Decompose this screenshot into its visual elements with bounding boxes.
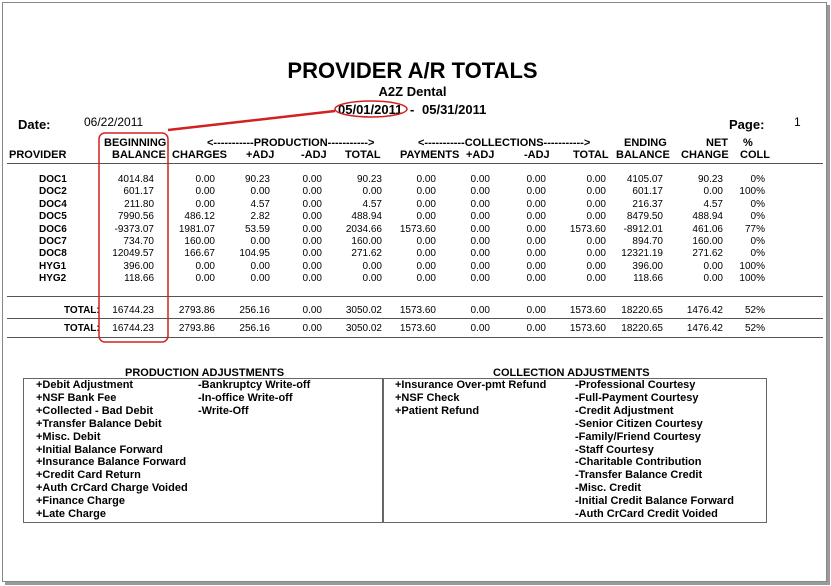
cell-prod-total: 271.62 — [351, 248, 382, 260]
cell-coll-plus-adj: 0.00 — [470, 236, 490, 247]
cell-ending-balance: 18220.65 — [621, 305, 663, 316]
cell-prod-plus-adj: 0.00 — [250, 186, 270, 198]
production-adjustment-item: +Finance Charge — [36, 495, 125, 508]
cell-prod-minus-adj: 0.00 — [302, 248, 322, 260]
cell-coll-total: 0.00 — [586, 248, 606, 260]
cell-ending-balance: 4105.07 — [626, 174, 663, 185]
cell-pct-coll: 77% — [744, 223, 765, 235]
production-adjustment-item: +Initial Balance Forward — [36, 443, 163, 456]
cell-ending-balance: 18220.65 — [621, 323, 663, 334]
cell-prod-total: 0.00 — [362, 273, 382, 285]
cell-ending-balance: 8479.50 — [626, 211, 663, 223]
cell-ending-balance: 216.37 — [632, 198, 663, 210]
cell-pct-coll: 52% — [744, 305, 765, 316]
header-coll-minus-adj: -ADJ — [524, 149, 550, 161]
total-label: TOTAL: — [64, 323, 100, 334]
cell-charges: 0.00 — [195, 273, 215, 285]
production-adjustment-item: +Debit Adjustment — [36, 379, 134, 391]
cell-ending-balance: 894.70 — [632, 236, 663, 247]
provider-name: DOC4 — [39, 198, 67, 210]
cell-payments: 0.00 — [416, 248, 436, 260]
header-coll-total: TOTAL — [573, 149, 609, 161]
annotation-connector-line — [168, 111, 335, 130]
production-adjustment-item: -Write-Off — [198, 404, 249, 417]
collection-adjustment-item: -Full-Payment Courtesy — [575, 391, 699, 404]
cell-beginning-balance: -9373.07 — [114, 223, 154, 235]
cell-coll-total: 0.00 — [586, 273, 606, 285]
cell-coll-minus-adj: 0.00 — [526, 260, 546, 272]
cell-coll-total: 0.00 — [586, 236, 606, 247]
annotation-date-circle — [335, 101, 407, 117]
collection-adjustment-item: -Misc. Credit — [575, 482, 642, 495]
cell-ending-balance: 601.17 — [632, 186, 663, 198]
cell-pct-coll: 0% — [750, 198, 765, 210]
cell-coll-minus-adj: 0.00 — [526, 211, 546, 223]
cell-pct-coll: 100% — [739, 273, 765, 285]
production-adjustment-item: +Late Charge — [36, 508, 106, 520]
header-production-group: <-----------PRODUCTION-----------> — [207, 137, 375, 149]
cell-prod-minus-adj: 0.00 — [302, 198, 322, 210]
cell-charges: 2793.86 — [178, 323, 215, 334]
header-beginning: BEGINNING — [104, 137, 167, 149]
cell-coll-plus-adj: 0.00 — [470, 273, 490, 285]
cell-net-change: 1476.42 — [686, 305, 723, 316]
cell-ending-balance: 12321.19 — [621, 248, 663, 260]
page-value: 1 — [794, 115, 801, 129]
production-adjustment-item: -Bankruptcy Write-off — [198, 379, 311, 391]
cell-coll-total: 0.00 — [586, 186, 606, 198]
cell-prod-minus-adj: 0.00 — [302, 211, 322, 223]
cell-charges: 1981.07 — [178, 223, 215, 235]
cell-prod-minus-adj: 0.00 — [302, 305, 322, 316]
cell-charges: 486.12 — [184, 211, 215, 223]
collection-adjustment-item: -Charitable Contribution — [575, 456, 702, 469]
header-payments: PAYMENTS — [400, 149, 460, 161]
practice-name: A2Z Dental — [378, 84, 447, 99]
cell-coll-total: 1573.60 — [569, 305, 606, 316]
cell-pct-coll: 0% — [750, 248, 765, 260]
header-prod-minus-adj: -ADJ — [301, 149, 327, 161]
cell-prod-minus-adj: 0.00 — [302, 174, 322, 185]
cell-coll-plus-adj: 0.00 — [470, 305, 490, 316]
date-to: 05/31/2011 — [422, 102, 487, 117]
cell-pct-coll: 100% — [739, 186, 765, 198]
cell-prod-plus-adj: 4.57 — [250, 198, 270, 210]
cell-charges: 0.00 — [195, 198, 215, 210]
cell-coll-plus-adj: 0.00 — [470, 186, 490, 198]
cell-pct-coll: 0% — [750, 236, 765, 247]
cell-coll-minus-adj: 0.00 — [526, 174, 546, 185]
cell-payments: 1573.60 — [399, 223, 436, 235]
production-adjustment-item: +Auth CrCard Charge Voided — [36, 482, 188, 495]
provider-name: DOC2 — [39, 186, 67, 198]
cell-ending-balance: -8912.01 — [623, 223, 663, 235]
cell-coll-total: 1573.60 — [569, 223, 606, 235]
cell-beginning-balance: 734.70 — [123, 236, 154, 247]
cell-beginning-balance: 396.00 — [123, 260, 154, 272]
production-adjustment-item: +Credit Card Return — [36, 469, 141, 482]
cell-beginning-balance: 16744.23 — [112, 305, 154, 316]
cell-prod-total: 488.94 — [351, 211, 382, 223]
production-adjustment-item: +Collected - Bad Debit — [36, 404, 154, 417]
cell-prod-total: 4.57 — [362, 198, 382, 210]
cell-coll-plus-adj: 0.00 — [470, 198, 490, 210]
cell-prod-minus-adj: 0.00 — [302, 273, 322, 285]
cell-charges: 166.67 — [184, 248, 215, 260]
cell-prod-minus-adj: 0.00 — [302, 186, 322, 198]
page-label: Page: — [729, 117, 765, 132]
provider-name: DOC6 — [39, 223, 67, 235]
provider-name: HYG2 — [39, 273, 67, 285]
production-adjustment-item: +Transfer Balance Debit — [36, 417, 162, 430]
cell-coll-minus-adj: 0.00 — [526, 273, 546, 285]
cell-coll-total: 0.00 — [586, 198, 606, 210]
collection-adjustment-item: +NSF Check — [395, 391, 460, 404]
collection-adjustment-item: -Auth CrCard Credit Voided — [575, 508, 718, 520]
header-net-change: CHANGE — [681, 149, 729, 161]
cell-prod-minus-adj: 0.00 — [302, 260, 322, 272]
cell-prod-plus-adj: 53.59 — [244, 223, 270, 235]
cell-charges: 2793.86 — [178, 305, 215, 316]
cell-coll-minus-adj: 0.00 — [526, 236, 546, 247]
cell-coll-minus-adj: 0.00 — [526, 186, 546, 198]
cell-coll-plus-adj: 0.00 — [470, 260, 490, 272]
header-ending: ENDING — [624, 137, 667, 149]
cell-net-change: 488.94 — [692, 211, 723, 223]
cell-coll-total: 0.00 — [586, 174, 606, 185]
cell-coll-minus-adj: 0.00 — [526, 223, 546, 235]
production-adjustment-item: +NSF Bank Fee — [36, 391, 117, 404]
header-provider: PROVIDER — [9, 149, 67, 161]
cell-prod-plus-adj: 0.00 — [250, 260, 270, 272]
cell-charges: 160.00 — [184, 236, 215, 247]
cell-beginning-balance: 4014.84 — [117, 174, 154, 185]
header-prod-plus-adj: +ADJ — [246, 149, 275, 161]
cell-net-change: 0.00 — [703, 273, 723, 285]
cell-prod-total: 0.00 — [362, 260, 382, 272]
cell-prod-plus-adj: 256.16 — [239, 323, 270, 334]
cell-coll-minus-adj: 0.00 — [526, 248, 546, 260]
header-net: NET — [706, 137, 728, 149]
date-from: 05/01/2011 — [338, 102, 403, 117]
cell-beginning-balance: 601.17 — [123, 186, 154, 198]
header-coll: COLL — [740, 149, 770, 161]
cell-net-change: 461.06 — [692, 223, 723, 235]
cell-prod-total: 3050.02 — [345, 323, 382, 334]
report-title: PROVIDER A/R TOTALS — [287, 58, 538, 83]
cell-net-change: 1476.42 — [686, 323, 723, 334]
cell-charges: 0.00 — [195, 260, 215, 272]
cell-coll-plus-adj: 0.00 — [470, 174, 490, 185]
collection-adjustment-item: +Patient Refund — [395, 404, 480, 417]
cell-beginning-balance: 12049.57 — [112, 248, 154, 260]
cell-charges: 0.00 — [195, 174, 215, 185]
cell-net-change: 271.62 — [692, 248, 723, 260]
production-adjustment-item: +Misc. Debit — [36, 430, 101, 443]
cell-coll-total: 0.00 — [586, 211, 606, 223]
provider-name: DOC7 — [39, 236, 67, 247]
header-pct: % — [743, 137, 753, 149]
cell-coll-minus-adj: 0.00 — [526, 323, 546, 334]
cell-payments: 0.00 — [416, 198, 436, 210]
cell-prod-plus-adj: 0.00 — [250, 273, 270, 285]
collection-adjustment-item: +Insurance Over-pmt Refund — [395, 379, 547, 391]
cell-prod-total: 2034.66 — [345, 223, 382, 235]
collection-adjustment-item: -Professional Courtesy — [575, 379, 696, 391]
collection-adjustment-item: -Family/Friend Courtesy — [575, 430, 701, 443]
collection-adjustment-item: -Transfer Balance Credit — [575, 469, 703, 482]
header-collections-group: <-----------COLLECTIONS-----------> — [418, 137, 591, 149]
date-value: 06/22/2011 — [84, 115, 144, 129]
provider-name: DOC8 — [39, 248, 67, 260]
cell-ending-balance: 396.00 — [632, 260, 663, 272]
cell-prod-total: 90.23 — [356, 174, 382, 185]
cell-net-change: 0.00 — [703, 260, 723, 272]
collection-adjustment-item: -Initial Credit Balance Forward — [575, 495, 734, 508]
cell-charges: 0.00 — [195, 186, 215, 198]
header-prod-total: TOTAL — [345, 149, 381, 161]
collection-adjustments-title: COLLECTION ADJUSTMENTS — [493, 367, 650, 379]
cell-net-change: 0.00 — [703, 186, 723, 198]
cell-pct-coll: 100% — [739, 260, 765, 272]
cell-payments: 1573.60 — [399, 305, 436, 316]
cell-beginning-balance: 118.66 — [124, 273, 154, 285]
date-separator: - — [410, 102, 415, 117]
header-ending-balance: BALANCE — [616, 149, 670, 161]
cell-net-change: 4.57 — [703, 198, 723, 210]
cell-prod-total: 0.00 — [362, 186, 382, 198]
collection-adjustment-item: -Senior Citizen Courtesy — [575, 417, 703, 430]
date-label: Date: — [18, 117, 51, 132]
header-coll-plus-adj: +ADJ — [466, 149, 495, 161]
cell-prod-plus-adj: 104.95 — [239, 248, 270, 260]
cell-pct-coll: 0% — [750, 211, 765, 223]
total-label: TOTAL: — [64, 305, 100, 316]
cell-ending-balance: 118.66 — [633, 273, 663, 285]
annotation-highlight-box — [99, 133, 168, 342]
cell-payments: 0.00 — [416, 273, 436, 285]
cell-coll-plus-adj: 0.00 — [470, 323, 490, 334]
cell-payments: 1573.60 — [399, 323, 436, 334]
cell-payments: 0.00 — [416, 211, 436, 223]
cell-prod-plus-adj: 90.23 — [244, 174, 270, 185]
cell-payments: 0.00 — [416, 236, 436, 247]
cell-beginning-balance: 16744.23 — [112, 323, 154, 334]
header-beginning-balance: BALANCE — [112, 149, 166, 161]
cell-net-change: 160.00 — [692, 236, 723, 247]
cell-prod-plus-adj: 0.00 — [250, 236, 270, 247]
cell-prod-minus-adj: 0.00 — [302, 223, 322, 235]
cell-coll-minus-adj: 0.00 — [526, 198, 546, 210]
cell-prod-total: 3050.02 — [345, 305, 382, 316]
cell-coll-plus-adj: 0.00 — [470, 248, 490, 260]
production-adjustment-item: +Insurance Balance Forward — [36, 456, 187, 469]
cell-prod-plus-adj: 256.16 — [239, 305, 270, 316]
provider-name: DOC5 — [39, 211, 67, 223]
cell-pct-coll: 0% — [750, 174, 765, 185]
cell-payments: 0.00 — [416, 260, 436, 272]
cell-prod-plus-adj: 2.82 — [250, 211, 270, 223]
cell-prod-minus-adj: 0.00 — [302, 236, 322, 247]
header-charges: CHARGES — [172, 149, 228, 161]
cell-coll-total: 1573.60 — [569, 323, 606, 334]
cell-beginning-balance: 7990.56 — [117, 211, 154, 223]
collection-adjustment-item: -Staff Courtesy — [575, 443, 654, 456]
cell-prod-minus-adj: 0.00 — [302, 323, 322, 334]
cell-payments: 0.00 — [416, 174, 436, 185]
cell-coll-plus-adj: 0.00 — [470, 223, 490, 235]
cell-coll-minus-adj: 0.00 — [526, 305, 546, 316]
production-adjustments-title: PRODUCTION ADJUSTMENTS — [125, 367, 285, 379]
provider-name: HYG1 — [39, 260, 67, 272]
cell-prod-total: 160.00 — [351, 236, 382, 247]
cell-coll-total: 0.00 — [586, 260, 606, 272]
cell-net-change: 90.23 — [697, 174, 723, 185]
collection-adjustment-item: -Credit Adjustment — [575, 404, 674, 417]
cell-payments: 0.00 — [416, 186, 436, 198]
cell-beginning-balance: 211.80 — [124, 198, 154, 210]
provider-name: DOC1 — [39, 174, 67, 185]
production-adjustment-item: -In-office Write-off — [198, 391, 293, 404]
cell-pct-coll: 52% — [744, 323, 765, 334]
cell-coll-plus-adj: 0.00 — [470, 211, 490, 223]
